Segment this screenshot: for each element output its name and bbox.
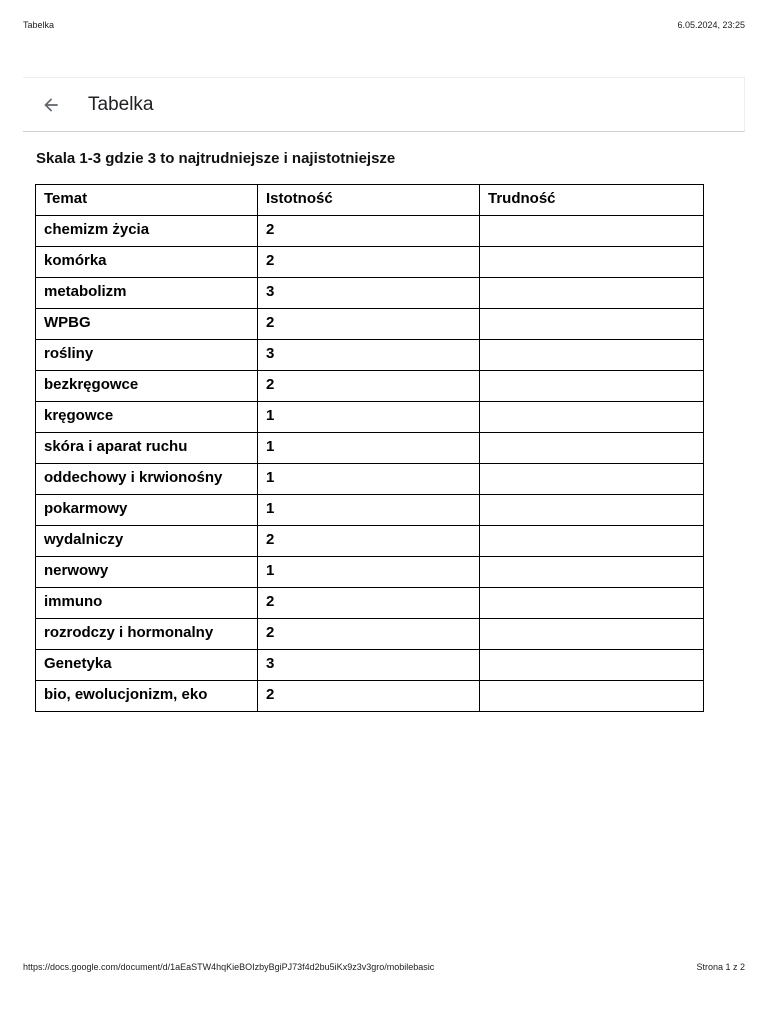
app-bar xyxy=(23,77,745,132)
table-row xyxy=(36,526,704,557)
table-row xyxy=(36,247,704,278)
page-number: Strona 1 z 2 xyxy=(696,962,745,972)
table-row xyxy=(36,557,704,588)
importance-cell: 3 xyxy=(258,340,480,371)
importance-cell: 3 xyxy=(258,278,480,309)
document-url: https://docs.google.com/document/d/1aEaSTW4hqKieBOIzbyBgiPJ73f4d2bu5iKx9z3v3gro/mobilebasic xyxy=(23,962,435,972)
importance-cell: 1 xyxy=(258,433,480,464)
topic-cell: immuno xyxy=(36,588,258,619)
table-row xyxy=(36,340,704,371)
topic-cell: pokarmowy xyxy=(36,495,258,526)
print-footer xyxy=(23,962,745,972)
importance-cell: 1 xyxy=(258,402,480,433)
topic-cell: kręgowce xyxy=(36,402,258,433)
importance-cell: 3 xyxy=(258,650,480,681)
difficulty-cell xyxy=(480,309,704,340)
importance-cell: 2 xyxy=(258,526,480,557)
print-header-datetime: 6.05.2024, 23:25 xyxy=(677,20,745,30)
print-header xyxy=(23,20,745,30)
topic-cell: WPBG xyxy=(36,309,258,340)
topic-cell: wydalniczy xyxy=(36,526,258,557)
importance-cell: 2 xyxy=(258,588,480,619)
topic-cell: bio, ewolucjonizm, eko xyxy=(36,681,258,712)
topic-cell: oddechowy i krwionośny xyxy=(36,464,258,495)
topic-cell: skóra i aparat ruchu xyxy=(36,433,258,464)
topics-table xyxy=(35,184,704,712)
document-heading: Skala 1-3 gdzie 3 to najtrudniejsze i najistotniejsze xyxy=(36,150,396,167)
difficulty-cell xyxy=(480,464,704,495)
topic-cell: Genetyka xyxy=(36,650,258,681)
difficulty-cell xyxy=(480,433,704,464)
difficulty-cell xyxy=(480,278,704,309)
app-title: Tabelka xyxy=(88,93,154,115)
table-row xyxy=(36,650,704,681)
importance-cell: 1 xyxy=(258,557,480,588)
table-row xyxy=(36,495,704,526)
arrow-left-icon xyxy=(41,95,61,115)
back-button[interactable] xyxy=(38,92,64,118)
table-row xyxy=(36,402,704,433)
difficulty-cell xyxy=(480,216,704,247)
topic-cell: metabolizm xyxy=(36,278,258,309)
difficulty-cell xyxy=(480,247,704,278)
header-cell: Temat xyxy=(36,185,258,216)
topic-cell: bezkręgowce xyxy=(36,371,258,402)
header-cell: Istotność xyxy=(258,185,480,216)
importance-cell: 1 xyxy=(258,495,480,526)
table-row xyxy=(36,588,704,619)
table-row xyxy=(36,433,704,464)
importance-cell: 2 xyxy=(258,216,480,247)
difficulty-cell xyxy=(480,619,704,650)
topic-cell: komórka xyxy=(36,247,258,278)
table-row xyxy=(36,216,704,247)
difficulty-cell xyxy=(480,495,704,526)
importance-cell: 2 xyxy=(258,309,480,340)
table-row xyxy=(36,681,704,712)
difficulty-cell xyxy=(480,588,704,619)
table-row xyxy=(36,309,704,340)
difficulty-cell xyxy=(480,340,704,371)
difficulty-cell xyxy=(480,402,704,433)
difficulty-cell xyxy=(480,681,704,712)
importance-cell: 2 xyxy=(258,371,480,402)
topic-cell: rośliny xyxy=(36,340,258,371)
topic-cell: rozrodczy i hormonalny xyxy=(36,619,258,650)
difficulty-cell xyxy=(480,557,704,588)
importance-cell: 1 xyxy=(258,464,480,495)
table-header-row xyxy=(36,185,704,216)
print-header-title: Tabelka xyxy=(23,20,55,30)
difficulty-cell xyxy=(480,650,704,681)
header-cell: Trudność xyxy=(480,185,704,216)
topic-cell: nerwowy xyxy=(36,557,258,588)
importance-cell: 2 xyxy=(258,247,480,278)
table-row xyxy=(36,371,704,402)
table-row xyxy=(36,278,704,309)
table-row xyxy=(36,619,704,650)
importance-cell: 2 xyxy=(258,619,480,650)
difficulty-cell xyxy=(480,526,704,557)
table-row xyxy=(36,464,704,495)
difficulty-cell xyxy=(480,371,704,402)
importance-cell: 2 xyxy=(258,681,480,712)
topic-cell: chemizm życia xyxy=(36,216,258,247)
